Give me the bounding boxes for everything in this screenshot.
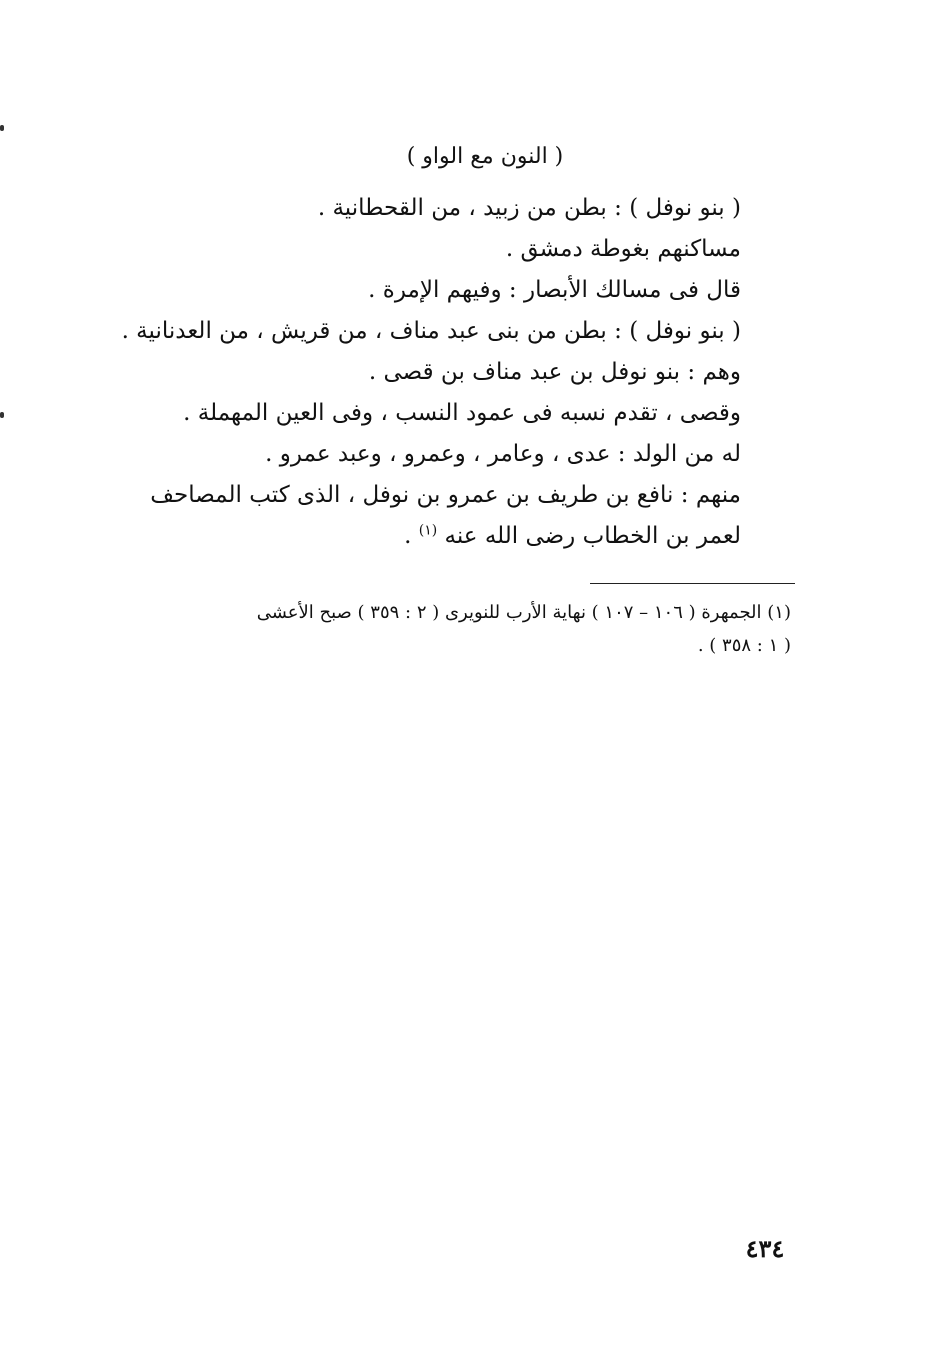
text-line: قال فى مسالك الأبصار : وفيهم الإمرة . xyxy=(368,277,741,303)
text-line: ( بنو نوفل ) : بطن من بنى عبد مناف ، من قريش ، من العدنانية . xyxy=(121,318,741,344)
page-number: ٤٣٤ xyxy=(745,1234,785,1263)
text-line: وقصى ، تقدم نسبه فى عمود النسب ، وفى العين المهملة . xyxy=(183,400,741,426)
footnote-line: (١) الجمهرة ( ١٠٦ – ١٠٧ ) نهاية الأرب للنويرى ( ٢ : ٣٥٩ ) صبح الأعشى xyxy=(256,602,791,623)
scan-mark xyxy=(0,412,4,418)
text-line: ( بنو نوفل ) : بطن من زبيد ، من القحطانية . xyxy=(317,195,741,221)
line-end-punctuation: . xyxy=(404,523,419,549)
text-line: منهم : نافع بن طريف بن عمرو بن نوفل ، الذى كتب المصاحف xyxy=(150,482,741,508)
section-heading: ( النون مع الواو ) xyxy=(406,144,564,169)
footnotes xyxy=(141,596,791,662)
footnote-separator xyxy=(590,583,795,584)
text-line: مساكنهم بغوطة دمشق . xyxy=(505,236,741,262)
text-line: له من الولد : عدى ، وعامر ، وعمرو ، وعبد عمرو . xyxy=(265,441,741,467)
text-line: وهم : بنو نوفل بن عبد مناف بن قصى . xyxy=(368,359,741,385)
footnote-line: ( ١ : ٣٥٨ ) . xyxy=(697,635,791,656)
body-text xyxy=(121,188,741,557)
text-line-content: لعمر بن الخطاب رضى الله عنه xyxy=(444,523,741,549)
scan-mark xyxy=(0,125,4,131)
text-line-last xyxy=(141,516,741,557)
footnote-reference[interactable]: (١) xyxy=(418,522,438,539)
